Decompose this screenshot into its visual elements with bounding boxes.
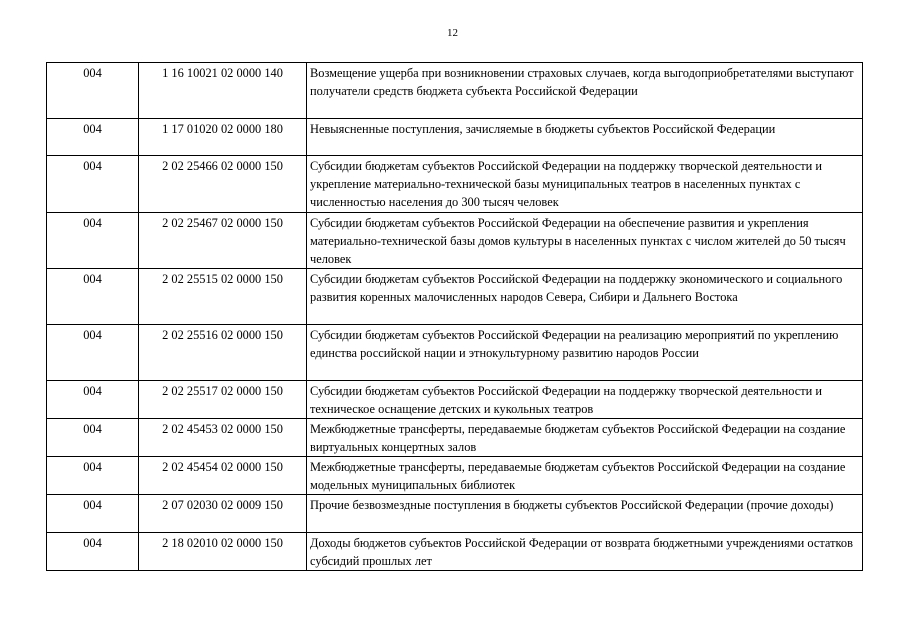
table-row [47,419,863,457]
description-cell: Прочие безвозмездные поступления в бюджеты субъектов Российской Федерации (прочие доходы) [307,495,863,533]
admin-code-cell: 004 [47,381,139,419]
description-cell: Межбюджетные трансферты, передаваемые бюджетам субъектов Российской Федерации на создание виртуальных концертных залов [307,419,863,457]
budget-code-cell: 2 07 02030 02 0009 150 [139,495,307,533]
budget-code-cell: 2 02 25517 02 0000 150 [139,381,307,419]
admin-code-cell: 004 [47,325,139,381]
table-row [47,63,863,119]
admin-code-cell: 004 [47,495,139,533]
table-row [47,495,863,533]
budget-code-cell: 2 02 45453 02 0000 150 [139,419,307,457]
page-number: 12 [447,27,458,39]
description-cell: Субсидии бюджетам субъектов Российской Федерации на реализацию мероприятий по укреплению единства российской нации и этнокультурному развитию народов России [307,325,863,381]
admin-code-cell: 004 [47,213,139,269]
admin-code-cell: 004 [47,533,139,571]
table-row [47,213,863,269]
budget-code-cell: 1 16 10021 02 0000 140 [139,63,307,119]
description-cell: Межбюджетные трансферты, передаваемые бюджетам субъектов Российской Федерации на создание модельных муниципальных библиотек [307,457,863,495]
table-row [47,119,863,156]
admin-code-cell: 004 [47,156,139,213]
table-row [47,325,863,381]
table-row [47,381,863,419]
revenue-codes-table [46,62,863,571]
description-cell: Субсидии бюджетам субъектов Российской Федерации на поддержку творческой деятельности и техническое оснащение детских и кукольных театров [307,381,863,419]
budget-code-cell: 2 02 45454 02 0000 150 [139,457,307,495]
table-row [47,533,863,571]
budget-code-cell: 1 17 01020 02 0000 180 [139,119,307,156]
admin-code-cell: 004 [47,419,139,457]
table-row [47,269,863,325]
table-row [47,457,863,495]
budget-code-cell: 2 02 25466 02 0000 150 [139,156,307,213]
budget-code-cell: 2 02 25515 02 0000 150 [139,269,307,325]
description-cell: Возмещение ущерба при возникновении страховых случаев, когда выгодоприобретателями выступают получатели средств бюджета субъекта Российской Федерации [307,63,863,119]
description-cell: Доходы бюджетов субъектов Российской Федерации от возврата бюджетными учреждениями остатков субсидий прошлых лет [307,533,863,571]
description-cell: Субсидии бюджетам субъектов Российской Федерации на поддержку экономического и социального развития коренных малочисленных народов Севера, Сибири и Дальнего Востока [307,269,863,325]
admin-code-cell: 004 [47,457,139,495]
admin-code-cell: 004 [47,269,139,325]
budget-code-cell: 2 18 02010 02 0000 150 [139,533,307,571]
table-row [47,156,863,213]
budget-code-cell: 2 02 25516 02 0000 150 [139,325,307,381]
admin-code-cell: 004 [47,63,139,119]
description-cell: Субсидии бюджетам субъектов Российской Федерации на поддержку творческой деятельности и укрепление материально-технической базы муниципальных театров в населенных пунктах с численностью населения до 300 тысяч человек [307,156,863,213]
budget-code-cell: 2 02 25467 02 0000 150 [139,213,307,269]
description-cell: Невыясненные поступления, зачисляемые в бюджеты субъектов Российской Федерации [307,119,863,156]
description-cell: Субсидии бюджетам субъектов Российской Федерации на обеспечение развития и укрепления материально-технической базы домов культуры в населенных пунктах с числом жителей до 50 тысяч человек [307,213,863,269]
admin-code-cell: 004 [47,119,139,156]
